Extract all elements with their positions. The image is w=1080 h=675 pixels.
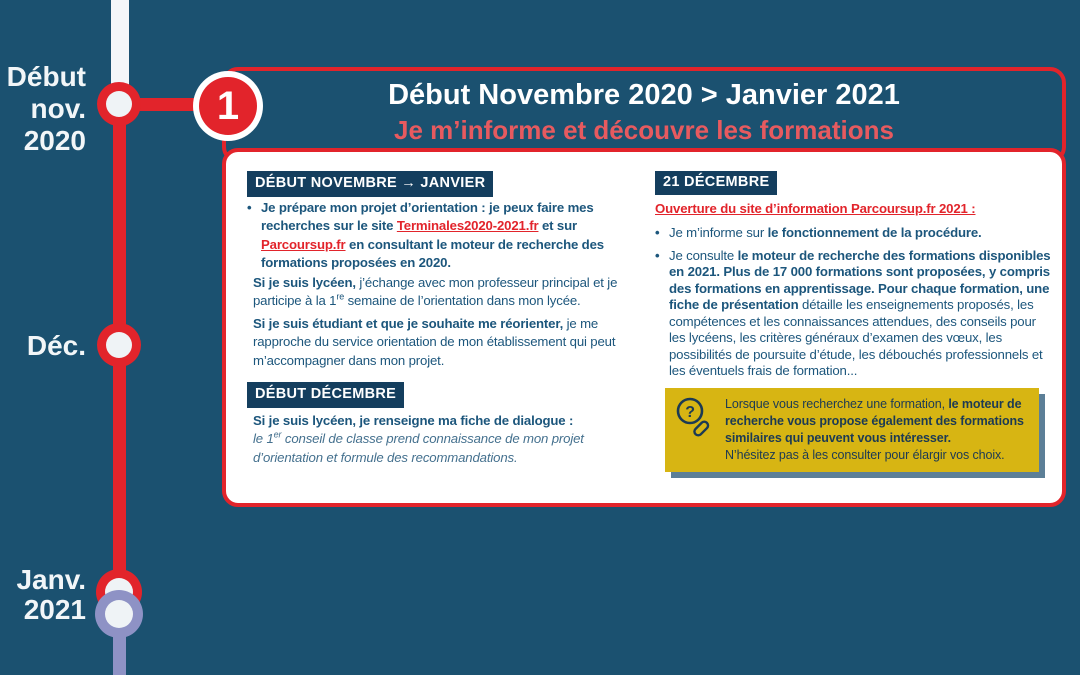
text-segment: conseil de classe prend connaissance de mon projet d’orientation et formule des recommandations. (253, 431, 584, 465)
link-ouverture-parcoursup-2021[interactable]: Ouverture du site d’information Parcoursup.fr 2021 : (655, 200, 976, 216)
bullet-icon: • (655, 247, 660, 263)
timeline-label-janv-2021 (0, 565, 86, 625)
tip-text (725, 396, 1029, 464)
section-badge-debut-novembre-janvier: DÉBUT NOVEMBRE → JANVIER (247, 171, 493, 197)
column-left (247, 171, 623, 467)
timeline-label-line: nov. (30, 93, 86, 124)
text-segment: je me rapproche du service orientation de mon établissement qui peut m’accompagner dans mon projet. (253, 315, 616, 368)
paragraph-fiche-dialogue-note (247, 430, 623, 467)
list-item-consulte (655, 248, 1051, 380)
timeline-label-line: Début (6, 61, 86, 92)
timeline-node-dot (106, 332, 132, 358)
timeline-node-janv-purple (95, 590, 143, 638)
text-segment: Je prépare mon projet d’orientation : je peux faire mes recherches sur le site (261, 199, 594, 233)
timeline-label-line: 2020 (23, 125, 86, 156)
text-segment: er (273, 429, 282, 440)
bullet-text (669, 248, 1051, 380)
question-glyph: ? (685, 403, 695, 421)
timeline-node-dot (105, 600, 133, 628)
text-segment: le moteur de recherche des formations disponibles en 2021. Plus de 17 000 formations sont proposées, y compris des formations en apprentissage. Pour chaque formation, une fiche de présentation (669, 247, 1051, 312)
phase-subtitle: Je m’informe et découvre les formations (394, 115, 894, 145)
text-segment: Si je suis lycéen, (253, 274, 356, 290)
bullet-icon: • (247, 199, 252, 215)
text-segment: semaine de l’orientation dans mon lycée. (344, 293, 581, 308)
text-segment: le moteur de recherche vous propose également des formations similaires qui peuvent vous intéresser. (725, 396, 1024, 445)
timeline-label-line: Janv. (16, 564, 86, 595)
text-segment: le 1 (253, 431, 274, 446)
bullet-text (669, 225, 1051, 242)
timeline-label-line: 2021 (23, 594, 86, 625)
timeline-node-dec (97, 323, 141, 367)
column-right (655, 171, 1051, 472)
timeline-node-debut-nov (97, 82, 141, 126)
step-number: 1 (216, 83, 240, 128)
phase-title: Début Novembre 2020 > Janvier 2021 (388, 79, 900, 111)
timeline-label-dec (0, 330, 86, 362)
paragraph-si-etudiant (247, 315, 623, 371)
section-badge-21-decembre: 21 DÉCEMBRE (655, 171, 777, 195)
text-segment: j’échange avec mon professeur principal et je participe à la 1 (253, 274, 618, 308)
phase-card (222, 148, 1066, 507)
text-segment: le fonctionnement de la procédure. (767, 225, 982, 240)
bullet-text (261, 199, 623, 273)
text-segment: et sur (538, 218, 577, 233)
tip-box (665, 388, 1039, 472)
link-terminales2020-2021[interactable]: Terminales2020-2021.fr (396, 218, 539, 233)
list-item-informe (655, 225, 1051, 242)
question-magnifier-icon (673, 396, 717, 464)
link-parcoursup[interactable]: Parcoursup.fr (261, 236, 346, 252)
timeline-node-dot (106, 91, 132, 117)
section-badge-debut-decembre: DÉBUT DÉCEMBRE (247, 382, 404, 408)
text-segment: N’hésitez pas à les consulter pour élargir vos choix. (725, 447, 1005, 462)
step-1-circle (199, 77, 257, 135)
text-segment: Si je suis lycéen, je renseigne ma fiche de dialogue : (253, 412, 574, 428)
text-segment: re (336, 291, 345, 302)
list-item-preparation (247, 199, 623, 273)
bullet-icon: • (655, 225, 660, 240)
paragraph-si-lyceen (247, 274, 623, 311)
text-segment: en consultant le moteur de recherche des formations proposées en 2020. (261, 236, 604, 270)
text-segment: Je m’informe sur (669, 225, 768, 240)
text-segment: détaille les enseignements proposés, les compétences et les connaissances attendues, des conseils pour les lycéens, les critères généraux d’examen des vœux, les possibilités de poursuite d’étude, les débouchés professionnels et les éventuels frais de formation... (669, 297, 1043, 378)
timeline-label-debut-nov-2020 (0, 61, 86, 157)
timeline-label-line: Déc. (26, 330, 86, 361)
text-segment: Si je suis étudiant et que je souhaite me réorienter, (253, 315, 564, 331)
text-segment: Je consulte (669, 247, 738, 263)
step-1-badge (193, 71, 263, 141)
paragraph-fiche-dialogue-lead (247, 412, 623, 431)
text-segment: Lorsque vous recherchez une formation, (725, 396, 949, 411)
